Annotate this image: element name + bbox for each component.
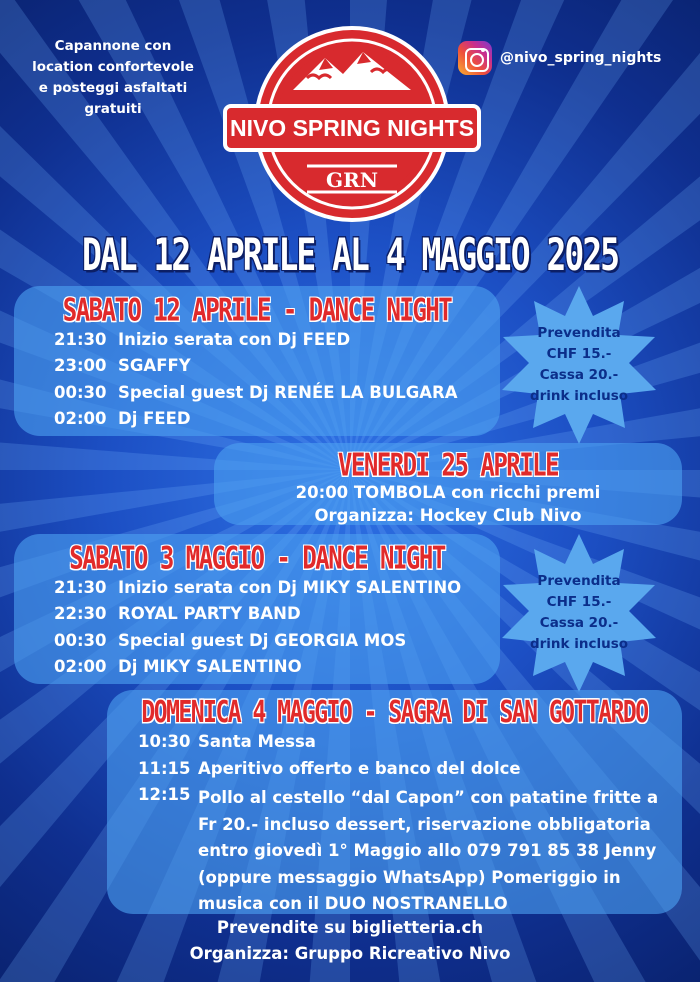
venue-info-line: gratuiti [84, 101, 142, 117]
instagram-handle: @nivo_spring_nights [500, 50, 662, 66]
event-title: SABATO 3 MAGGIO - DANCE NIGHT [69, 540, 445, 577]
venue-info-line: location confortevole [32, 59, 194, 75]
event-title: VENERDI 25 APRILE [337, 447, 559, 484]
venue-info [18, 36, 208, 120]
nivo-spring-nights-logo [221, 22, 483, 226]
presale-info: Prevendite su biglietteria.ch [216, 918, 484, 937]
logo-subtitle: GRN [326, 168, 378, 192]
instagram-link[interactable] [458, 40, 661, 76]
event-line: Organizza: Hockey Club Nivo [314, 506, 582, 525]
schedule-row: 21:30 Inizio serata con Dj MIKY SALENTINO [54, 578, 462, 597]
schedule-row: 02:00 Dj MIKY SALENTINO [54, 657, 302, 676]
badge-line: drink incluso [529, 388, 629, 404]
event-title: SABATO 12 APRILE - DANCE NIGHT [62, 292, 452, 329]
schedule-row: 00:30 Special guest Dj RENÉE LA BULGARA [54, 383, 458, 402]
schedule-row: 02:00 Dj FEED [54, 409, 191, 428]
organizer-info: Organizza: Gruppo Ricreativo Nivo [189, 944, 511, 963]
schedule-row: 21:30 Inizio serata con Dj FEED [54, 330, 351, 349]
event-dates-title: DAL 12 APRILE AL 4 MAGGIO 2025 [81, 228, 619, 281]
badge-line: Cassa 20.- [539, 615, 619, 631]
schedule-row: 10:30 Santa Messa [138, 732, 316, 751]
badge-line: Prevendita [537, 573, 621, 589]
event-line: 20:00 TOMBOLA con ricchi premi [295, 483, 601, 502]
badge-line: Cassa 20.- [539, 367, 619, 383]
schedule-row: 00:30 Special guest Dj GEORGIA MOS [54, 631, 407, 650]
badge-line: drink incluso [529, 636, 629, 652]
price-badge [500, 286, 658, 444]
venue-info-line: e posteggi asfaltati [38, 80, 188, 96]
badge-line: CHF 15.- [546, 594, 612, 610]
schedule-row: 11:15 Aperitivo offerto e banco del dolce [138, 759, 521, 778]
event-title: DOMENICA 4 MAGGIO - SAGRA DI SAN GOTTARDO [141, 696, 648, 730]
logo-title: NIVO SPRING NIGHTS [229, 115, 475, 141]
schedule-row: 12:15 Pollo al cestello “dal Capon” con patatine fritte a Fr 20.- incluso dessert, riservazione obbligatoria entro giovedì 1° Maggio allo 079 791 85 38 Jenny (oppure messaggio WhatsApp) Pomeriggio in musica con il DUO NOSTRANELLO [138, 785, 659, 913]
price-badge [500, 534, 658, 692]
badge-line: Prevendita [537, 325, 621, 341]
badge-line: CHF 15.- [546, 346, 612, 362]
schedule-row: 23:00 SGAFFY [54, 356, 191, 375]
venue-info-line: Capannone con [54, 38, 172, 54]
schedule-row: 22:30 ROYAL PARTY BAND [54, 604, 301, 623]
